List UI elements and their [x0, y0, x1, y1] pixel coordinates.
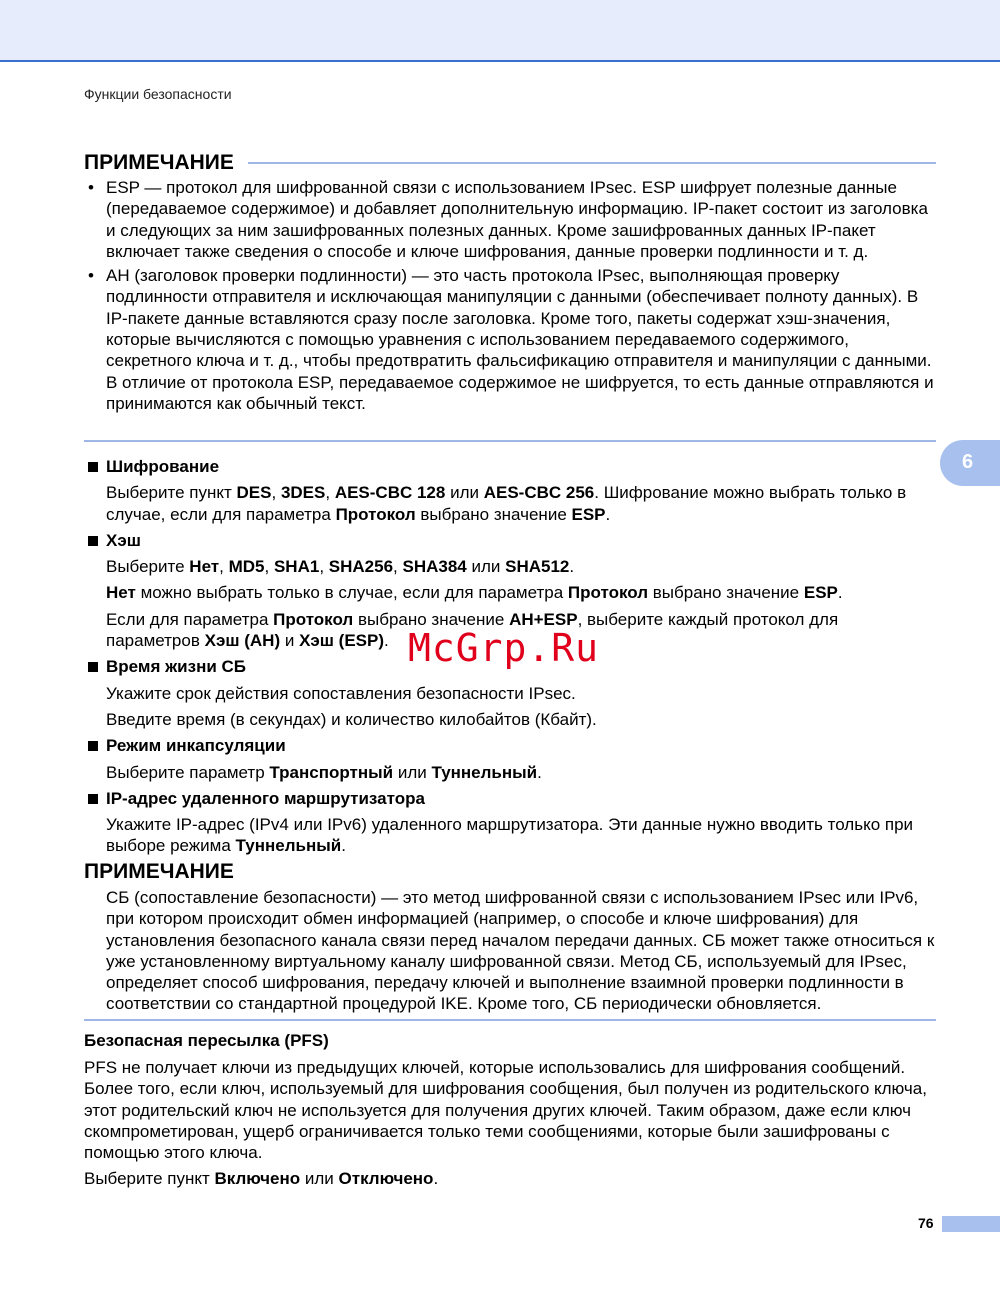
- remote-router-heading: IP-адрес удаленного маршрутизатора: [88, 788, 936, 809]
- pfs-heading: Безопасная пересылка (PFS): [84, 1031, 329, 1050]
- note-1-title: ПРИМЕЧАНИЕ: [84, 151, 234, 174]
- encryption-heading: Шифрование: [88, 456, 936, 477]
- pfs-select-text: Выберите пункт Включено или Отключено.: [84, 1169, 439, 1189]
- top-banner: [0, 0, 1000, 62]
- note-2-end-rule: [84, 1019, 936, 1021]
- note-1-heading: [84, 151, 936, 175]
- note-1-bullet-ah: • AH (заголовок проверки подлинности) — это часть протокола IPsec, выполняющая проверку подлинности отправителя и исключающая манипуляции с данными (обеспечивает полноту данных). В IP-пакете данные вставляются сразу после заголовка. Кроме того, пакеты содержат хэш-значения, которые вычисляются с помощью уравнения с использованием передаваемого содержимого, секретного ключа и т. д., чтобы предотвратить фальсификацию отправителя и манипуляции с данными. В отличие от протокола ESP, передаваемое содержимое не шифруется, то есть данные отправляются и принимаются как обычный текст.: [88, 266, 934, 413]
- note-2-heading: [84, 860, 936, 884]
- chapter-number: 6: [962, 451, 974, 473]
- sa-lifetime-text-1: Укажите срок действия сопоставления безопасности IPsec.: [106, 683, 576, 703]
- pfs-body: [84, 1057, 936, 1195]
- note-2-title: ПРИМЕЧАНИЕ: [84, 860, 234, 883]
- note-1-bullets: [84, 177, 936, 417]
- encap-mode-text: Выберите параметр Транспортный или Туннельный.: [106, 762, 542, 782]
- square-bullet-icon: [88, 662, 98, 672]
- note-2-text: СБ (сопоставление безопасности) — это метод шифрованной связи с использованием IPsec или IPv6, при котором происходит обмен информацией (например, о способе и ключе шифрования) для установления безопасного канала связи перед началом передачи данных. СБ может также относиться к уже установленному виртуальному каналу шифрованной связи. Метод СБ, используемый для IPsec, определяет способ шифрования, передачу ключей и выполнение взаимной проверки подлинности в соответствии со стандартной процедурой IKE. Кроме того, СБ периодически обновляется.: [106, 888, 935, 1014]
- hash-text-2: Нет можно выбрать только в случае, если для параметра Протокол выбрано значение ESP.: [106, 583, 843, 603]
- hash-text-1: Выберите Нет, MD5, SHA1, SHA256, SHA384 или SHA512.: [106, 557, 575, 577]
- note-1-end-rule: [84, 440, 936, 442]
- bullet-dot-icon: •: [88, 178, 94, 197]
- pfs-text: PFS не получает ключи из предыдущих ключей, которые использовались для шифрования сообщений. Более того, если ключ, используемый для шифрования сообщения, был получен из родительского ключа, этот родительский ключ не используется для получения других ключей. Таким образом, даже если ключ скомпрометирован, ущерб ограничивается только теми сообщениями, которые были зашифрованы с помощью этого ключа.: [84, 1058, 927, 1163]
- note-1-rule: [248, 162, 936, 164]
- square-bullet-icon: [88, 794, 98, 804]
- watermark: McGrp.Ru: [408, 626, 600, 670]
- square-bullet-icon: [88, 536, 98, 546]
- square-bullet-icon: [88, 462, 98, 472]
- page-number-bar: [942, 1216, 1000, 1232]
- page-number: 76: [918, 1215, 934, 1231]
- chapter-tab: [940, 440, 1000, 486]
- running-header: Функции безопасности: [84, 86, 232, 102]
- bullet-dot-icon: •: [88, 266, 94, 286]
- hash-heading: Хэш: [88, 530, 936, 551]
- square-bullet-icon: [88, 741, 98, 751]
- encap-mode-heading: Режим инкапсуляции: [88, 735, 936, 756]
- sa-lifetime-text-2: Введите время (в секундах) и количество килобайтов (Кбайт).: [106, 709, 597, 729]
- hash-text-3: Если для параметра Протокол выбрано значение AH+ESP, выберите каждый протокол для параметров Хэш (AH) и Хэш (ESP).: [106, 609, 839, 651]
- sa-lifetime-heading: Время жизни СБ: [88, 656, 936, 677]
- note-1-bullet-esp: • ESP — протокол для шифрованной связи с использованием IPsec. ESP шифрует полезные данные (передаваемое содержимое) и добавляет дополнительную информацию. IP-пакет состоит из заголовка и следующих за ним зашифрованных полезных данных. Кроме зашифрованных данных IP-пакет включает также сведения о способе и ключе шифрования, данные проверки подлинности и т. д.: [88, 178, 928, 261]
- encryption-text: Выберите пункт DES, 3DES, AES-CBC 128 или AES-CBC 256. Шифрование можно выбрать только в случае, если для параметра Протокол выбрано значение ESP.: [106, 483, 907, 524]
- remote-router-text: Укажите IP-адрес (IPv4 или IPv6) удаленного маршрутизатора. Эти данные нужно вводить только при выборе режима Туннельный.: [106, 815, 914, 856]
